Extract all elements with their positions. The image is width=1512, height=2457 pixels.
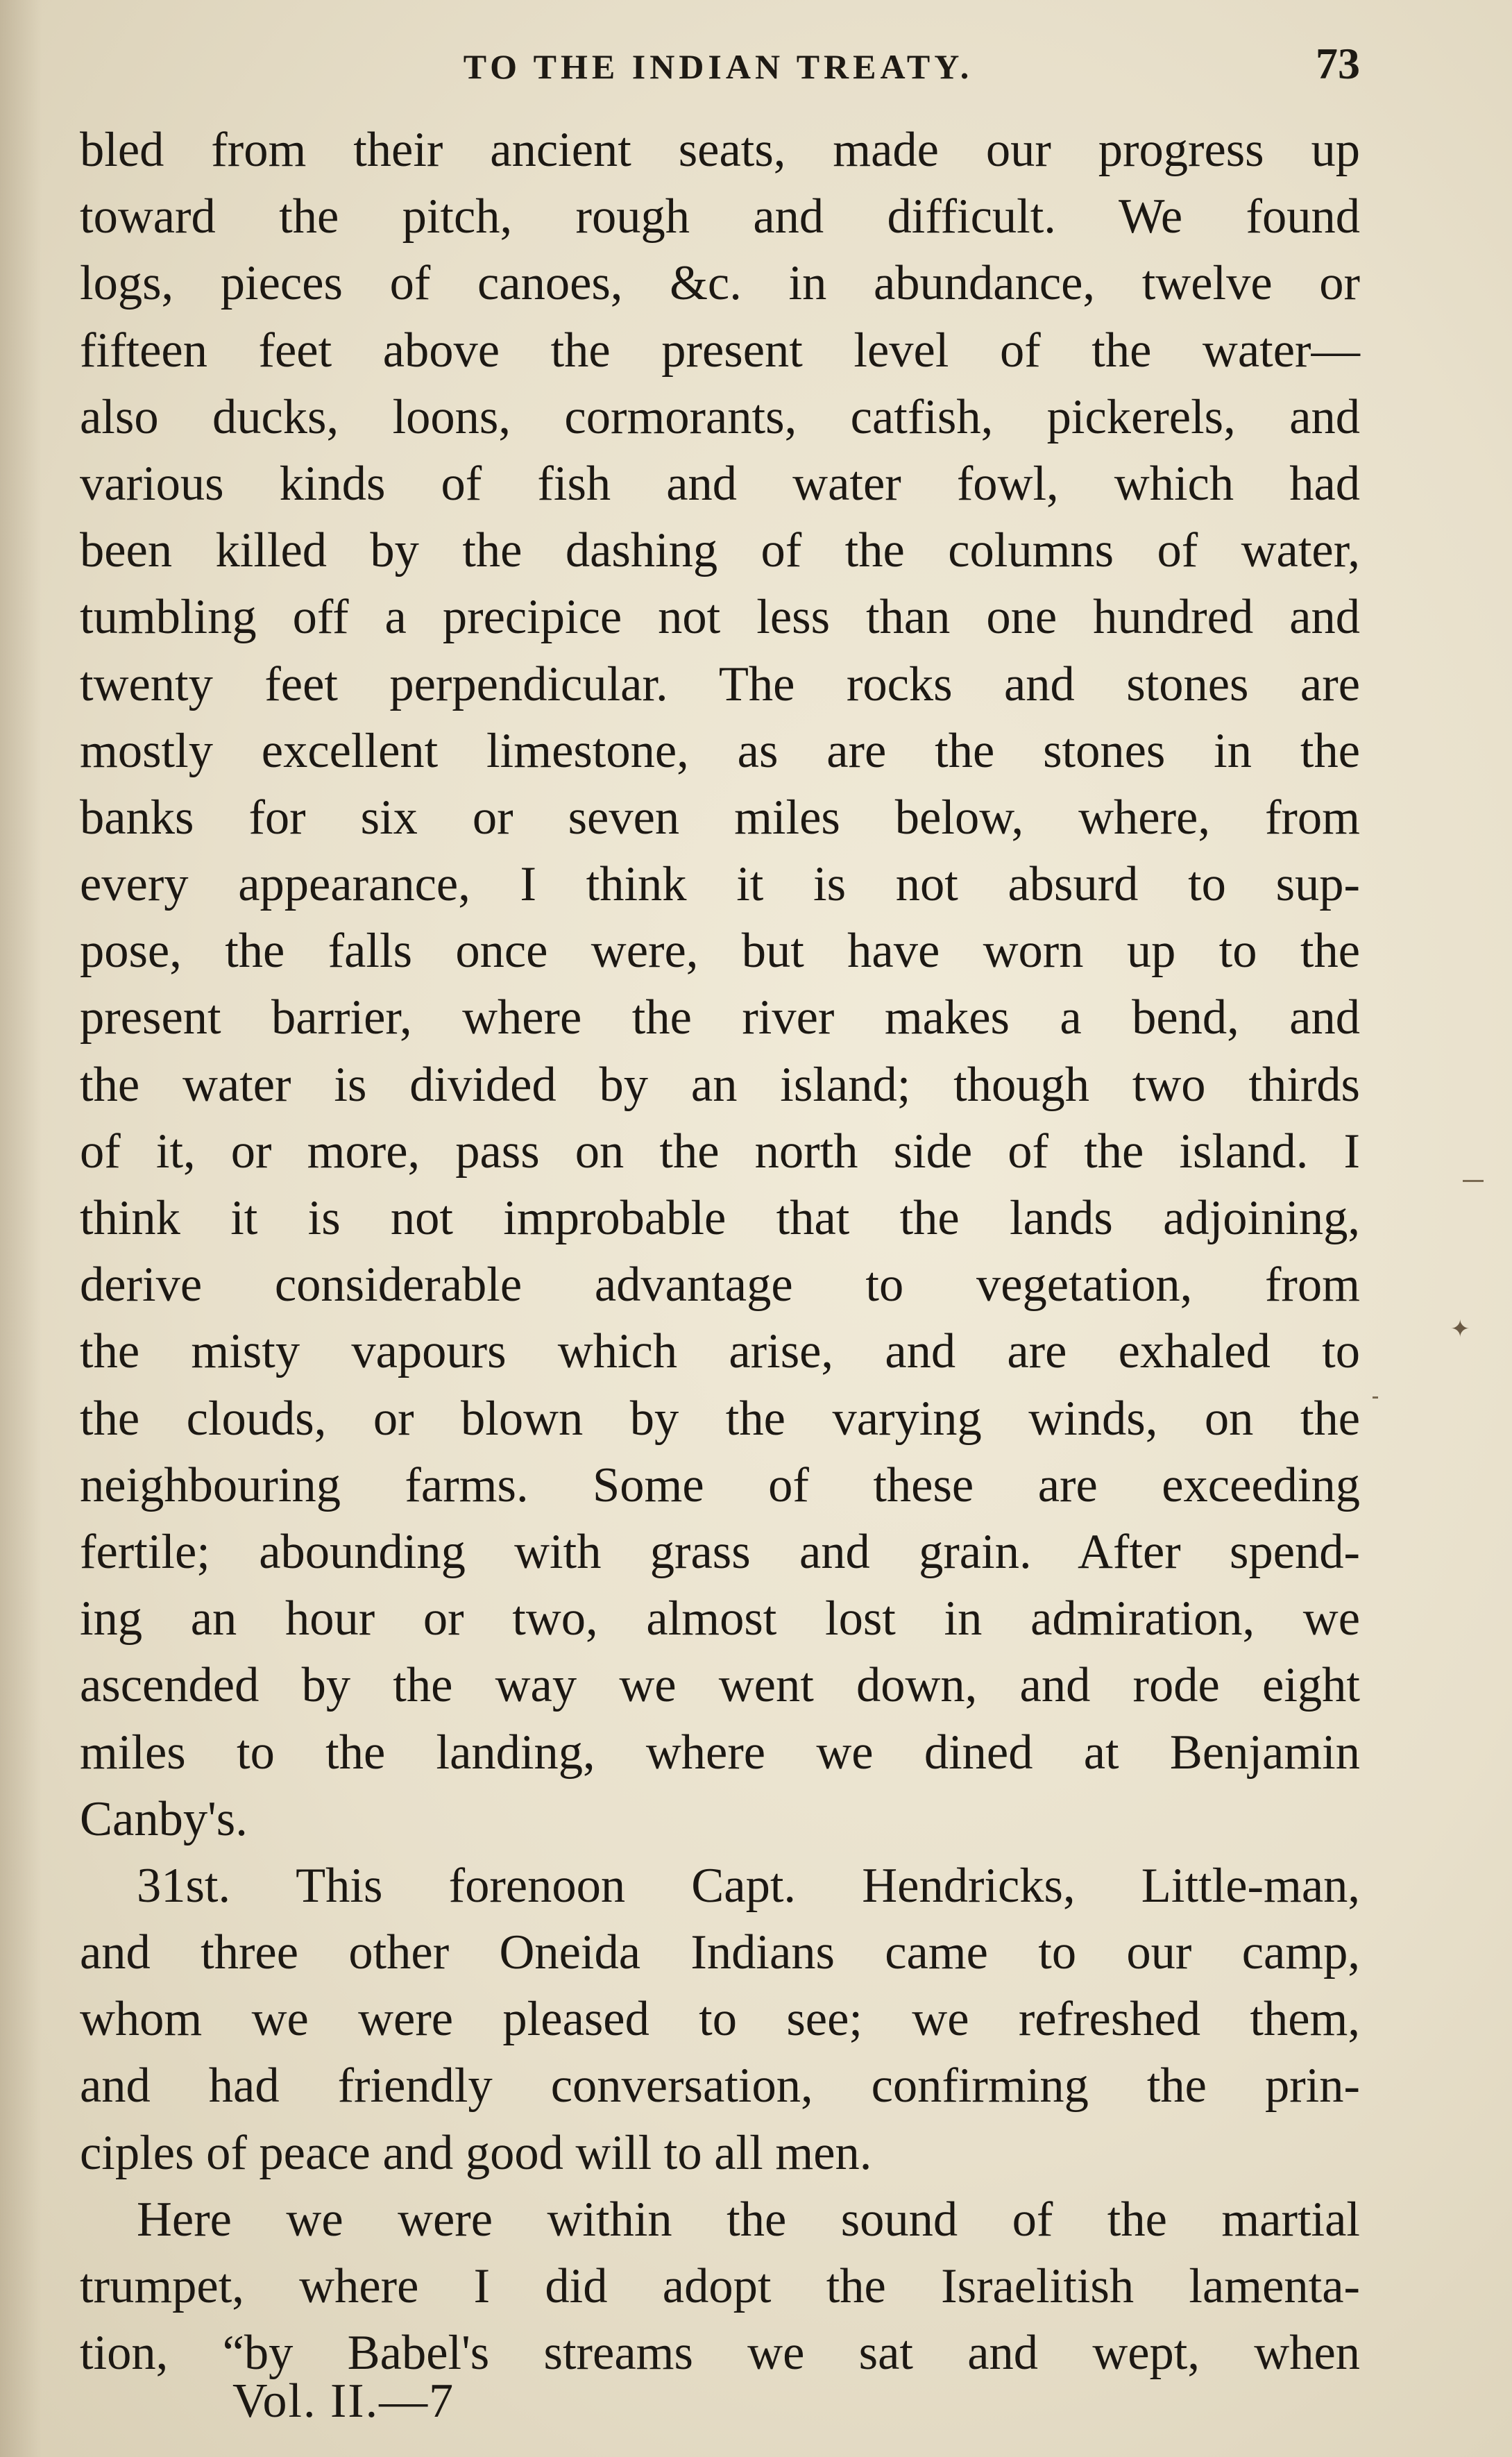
text-line: whom we were pleased to see; we refreshed them, (80, 1992, 1360, 2047)
text-line: the clouds, or blown by the varying winds, on the (80, 1391, 1360, 1446)
page-number: 73 (1316, 39, 1360, 88)
margin-asterisk-mark: ✦ (1450, 1315, 1470, 1343)
text-line: twenty feet perpendicular. The rocks and stones are (80, 657, 1360, 711)
text-line: tumbling off a precipice not less than one hundred and (80, 590, 1360, 645)
text-line: mostly excellent limestone, as are the stones in the (80, 723, 1360, 778)
text-line: the misty vapours which arise, and are exhaled to (80, 1324, 1360, 1379)
margin-dash-mark (1463, 1180, 1484, 1182)
text-line: bled from their ancient seats, made our progress up (80, 123, 1360, 177)
text-line: ascended by the way we went down, and rode eight (80, 1658, 1360, 1713)
text-line: tion, “by Babel's streams we sat and wept, when (80, 2326, 1360, 2381)
text-line: and three other Oneida Indians came to our camp, (80, 1925, 1360, 1980)
text-line: fifteen feet above the present level of the water— (80, 323, 1360, 378)
signature-mark: Vol. II.—7 (232, 2374, 455, 2428)
text-line: miles to the landing, where we dined at Benjamin (80, 1725, 1360, 1780)
text-line: ing an hour or two, almost lost in admiration, we (80, 1591, 1360, 1646)
paragraph-start-line: Here we were within the sound of the martial (137, 2192, 1360, 2247)
text-line: present barrier, where the river makes a bend, and (80, 990, 1360, 1045)
text-line: trumpet, where I did adopt the Israelitish lamenta- (80, 2259, 1360, 2313)
text-line: also ducks, loons, cormorants, catfish, pickerels, and (80, 389, 1360, 444)
text-line: neighbouring farms. Some of these are exceeding (80, 1458, 1360, 1512)
spine-shadow (0, 0, 42, 2457)
text-line: of it, or more, pass on the north side of the island. I (80, 1124, 1360, 1179)
text-line: various kinds of fish and water fowl, which had (80, 456, 1360, 511)
margin-dot-mark (1373, 1396, 1378, 1399)
text-line: fertile; abounding with grass and grain. After spend- (80, 1524, 1360, 1579)
text-line: and had friendly conversation, confirming the prin- (80, 2059, 1360, 2113)
page-header (76, 38, 1360, 101)
paragraph-end-line: ciples of peace and good will to all men. (80, 2125, 872, 2180)
text-line: the water is divided by an island; though two thirds (80, 1057, 1360, 1112)
paragraph-end-line: Canby's. (80, 1791, 248, 1846)
text-line: derive considerable advantage to vegetation, from (80, 1258, 1360, 1312)
text-line: every appearance, I think it is not absurd to sup- (80, 857, 1360, 912)
text-line: toward the pitch, rough and difficult. We found (80, 189, 1360, 244)
body-text (80, 117, 1360, 2386)
text-line: think it is not improbable that the lands adjoining, (80, 1191, 1360, 1245)
text-line: been killed by the dashing of the columns of water, (80, 523, 1360, 578)
text-line: logs, pieces of canoes, &c. in abundance, twelve or (80, 256, 1360, 311)
paragraph-start-line: 31st. This forenoon Capt. Hendricks, Little-man, (137, 1858, 1360, 1913)
text-line: banks for six or seven miles below, where, from (80, 790, 1360, 845)
text-line: pose, the falls once were, but have worn up to the (80, 924, 1360, 979)
running-head: TO THE INDIAN TREATY. (463, 47, 974, 86)
